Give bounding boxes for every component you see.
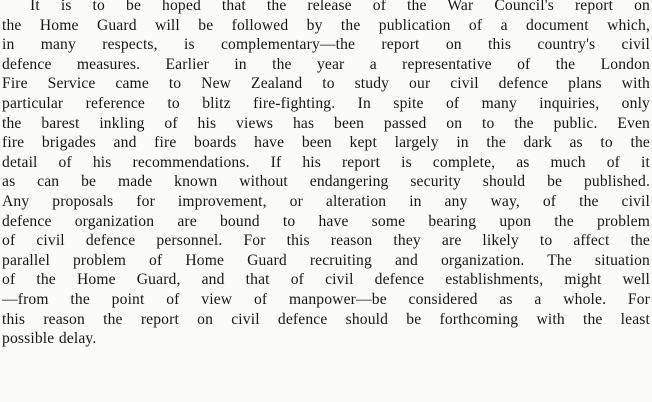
- text-line: this reason the report on civil defence should be forthcoming with the least: [2, 310, 650, 328]
- text-line: Any proposals for improvement, or alteration in any way, of the civil: [2, 192, 650, 210]
- text-line: the Home Guard will be followed by the publication of a document which,: [2, 16, 650, 34]
- text-line: in many respects, is complementary—the report on this country's civil: [2, 36, 650, 54]
- text-line: possible delay.: [2, 330, 97, 348]
- text-line: detail of his recommendations. If his report is complete, as much of it: [2, 153, 650, 171]
- text-line: defence measures. Earlier in the year a representative of the London: [2, 55, 650, 73]
- text-line: fire brigades and fire boards have been kept largely in the dark as to the: [2, 134, 650, 152]
- text-line: —from the point of view of manpower—be considered as a whole. For: [2, 290, 650, 308]
- text-line: of the Home Guard, and that of civil defence establishments, might well: [2, 271, 650, 289]
- article-text: [2, 0, 650, 349]
- text-line: defence organization are bound to have some bearing upon the problem: [2, 212, 650, 230]
- text-line: the barest inkling of his views has been passed on to the public. Even: [2, 114, 650, 132]
- text-line: particular reference to blitz fire-fighting. In spite of many inquiries, only: [2, 94, 650, 112]
- text-line: parallel problem of Home Guard recruiting and organization. The situation: [2, 251, 650, 269]
- text-line: Fire Service came to New Zealand to study our civil defence plans with: [2, 75, 650, 93]
- text-line: as can be made known without endangering security should be published.: [2, 173, 650, 191]
- text-line: It is to be hoped that the release of the War Council's report on: [30, 0, 650, 14]
- text-line: of civil defence personnel. For this reason they are likely to affect the: [2, 232, 650, 250]
